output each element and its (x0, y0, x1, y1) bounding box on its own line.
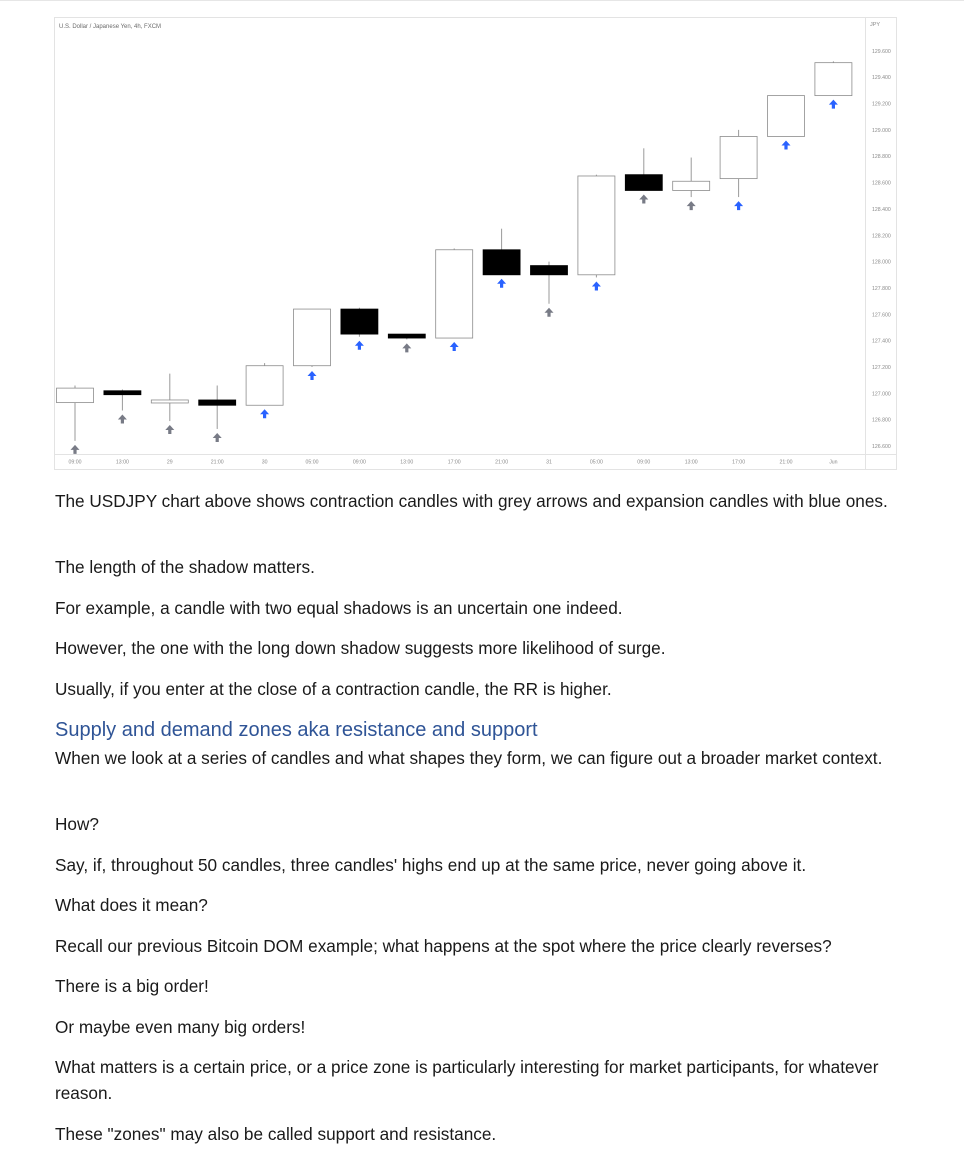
paragraph-many-orders: Or maybe even many big orders! (55, 1017, 306, 1037)
paragraph-rr: Usually, if you enter at the close of a contraction candle, the RR is higher. (55, 679, 612, 699)
price-tick-label: 128.000 (872, 259, 891, 266)
candle-body (531, 266, 568, 275)
candle (294, 309, 331, 367)
paragraph-how: How? (55, 814, 99, 834)
time-tick-label: 13:00 (400, 459, 414, 466)
price-tick-label: 127.400 (872, 338, 891, 345)
candle-body (815, 63, 852, 96)
time-tick-label: 30 (261, 459, 268, 466)
candle (578, 175, 615, 278)
price-tick-label: 129.000 (872, 127, 891, 134)
time-tick-label: 17:00 (732, 459, 746, 466)
price-tick-label: 129.200 (872, 101, 891, 108)
price-tick-label: 128.200 (872, 233, 891, 240)
candle-body (199, 400, 236, 405)
price-tick-label: 127.200 (872, 365, 891, 372)
candle-body (104, 391, 141, 395)
candle-body (673, 181, 710, 190)
time-tick-label: 09:00 (352, 459, 366, 466)
paragraph-zones: These "zones" may also be called support and resistance. (55, 1124, 497, 1144)
time-tick-label: 13:00 (684, 459, 698, 466)
chart-canvas (54, 17, 897, 470)
time-tick-label: 21:00 (779, 459, 793, 466)
candle-body (151, 400, 188, 403)
candle-body (57, 388, 94, 402)
time-tick-label: 09:00 (68, 459, 82, 466)
time-tick-label: 31 (546, 459, 552, 466)
paragraph-bitcoin-dom: Recall our previous Bitcoin DOM example; what happens at the spot where the price clearly reverses? (55, 936, 832, 956)
time-tick-label: 29 (166, 459, 173, 466)
price-tick-label: 126.600 (872, 444, 891, 451)
paragraph-fifty-candles: Say, if, throughout 50 candles, three candles' highs end up at the same price, never going above it. (55, 855, 807, 875)
candle-body (246, 366, 283, 406)
time-tick-label: Jun (829, 459, 838, 466)
time-tick-label: 05:00 (305, 459, 319, 466)
candle (815, 61, 852, 95)
candle (768, 96, 805, 137)
candle-body (341, 309, 378, 334)
price-tick-label: 126.800 (872, 417, 891, 424)
price-tick-label: 127.800 (872, 285, 891, 292)
time-tick-label: 13:00 (115, 459, 129, 466)
candle-body (294, 309, 331, 366)
section-heading: Supply and demand zones aka resistance and support (55, 719, 538, 741)
paragraph-down-shadow: However, the one with the long down shadow suggests more likelihood of surge. (55, 638, 666, 658)
candle (341, 308, 378, 337)
price-tick-label: 129.600 (872, 48, 891, 55)
paragraph-what-mean: What does it mean? (55, 895, 208, 915)
price-tick-label: 128.600 (872, 180, 891, 187)
paragraph-equal-shadows: For example, a candle with two equal shadows is an uncertain one indeed. (55, 598, 623, 618)
time-tick-label: 09:00 (637, 459, 651, 466)
candle-body (720, 136, 757, 178)
time-tick-label: 21:00 (495, 459, 509, 466)
price-tick-label: 128.800 (872, 154, 891, 161)
candle-body (578, 176, 615, 275)
candle (246, 363, 283, 405)
page-top-border (0, 0, 964, 1)
time-tick-label: 17:00 (447, 459, 461, 466)
chart-title: U.S. Dollar / Japanese Yen, 4h, FXCM (59, 24, 162, 30)
candle-body (483, 250, 520, 275)
candle-body (625, 175, 662, 191)
usdjpy-candlestick-chart (54, 17, 897, 470)
price-tick-label: 128.400 (872, 206, 891, 213)
paragraph-what-matters: What matters is a certain price, or a price zone is particularly interesting for market participants, for whatever reason. (55, 1057, 879, 1103)
price-tick-label: 129.400 (872, 75, 891, 82)
candle-body (436, 250, 473, 338)
price-tick-label: 127.600 (872, 312, 891, 319)
paragraph-chart-caption: The USDJPY chart above shows contraction candles with grey arrows and expansion candles with blue ones. (55, 491, 888, 511)
candle-body (768, 96, 805, 137)
paragraph-shadow-length: The length of the shadow matters. (55, 557, 315, 577)
candle (436, 248, 473, 338)
time-tick-label: 05:00 (589, 459, 603, 466)
paragraph-big-order: There is a big order! (55, 976, 209, 996)
paragraph-series-of-candles: When we look at a series of candles and what shapes they form, we can figure out a broader market context. (55, 748, 883, 768)
time-tick-label: 21:00 (210, 459, 224, 466)
currency-label: JPY (870, 22, 881, 28)
price-tick-label: 127.000 (872, 391, 891, 398)
candle-body (388, 334, 425, 338)
